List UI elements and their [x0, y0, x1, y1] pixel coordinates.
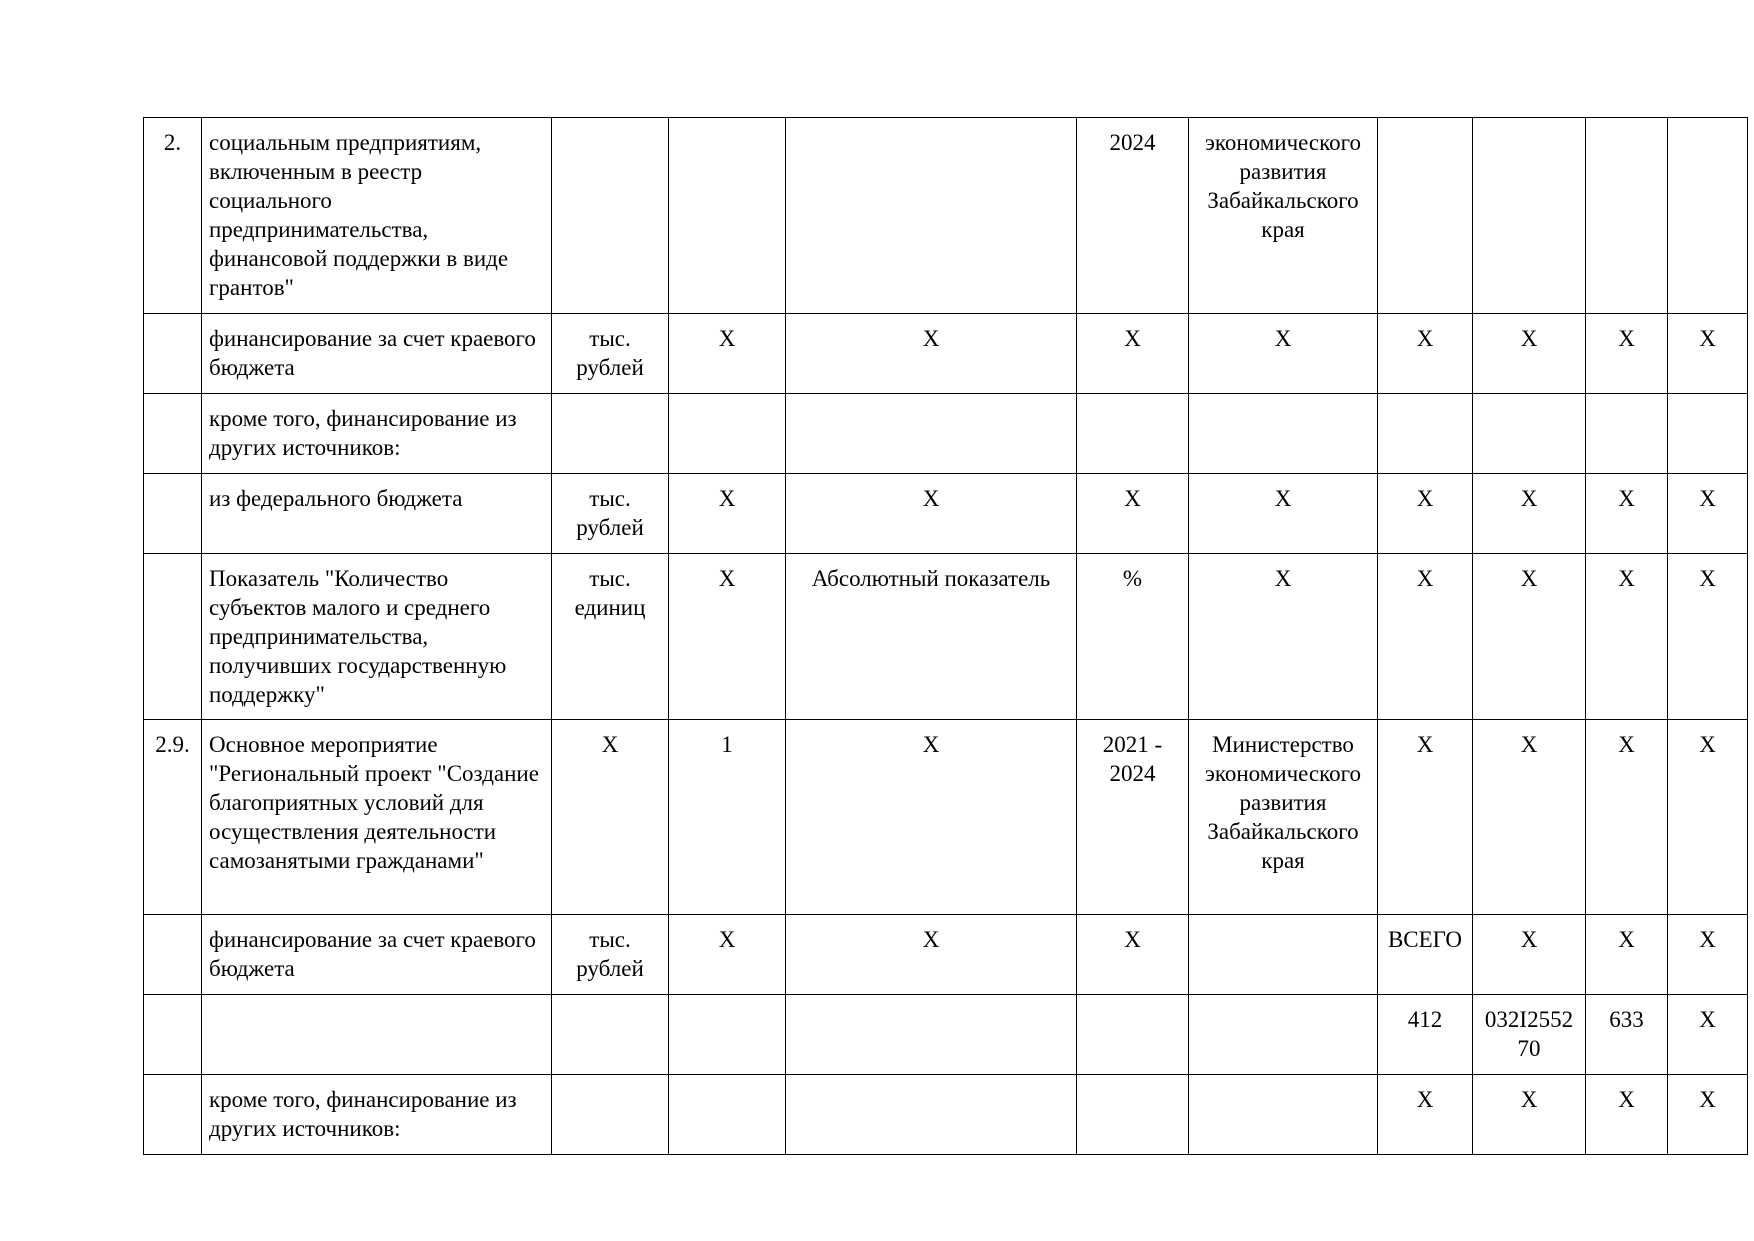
unit-cell: тыс. рублей	[552, 474, 669, 554]
table-cell: X	[1668, 1075, 1748, 1155]
table-cell: X	[669, 915, 786, 995]
table-cell: X	[1586, 474, 1668, 554]
table-cell: X	[1586, 1075, 1668, 1155]
table-cell	[786, 995, 1077, 1075]
indicator-description: Показатель "Количество субъектов малого и среднего предпринимательства, получивших государственную поддержку"	[202, 554, 552, 720]
unit-cell: X	[552, 720, 669, 915]
executor-cell	[1189, 1075, 1378, 1155]
table-cell: X	[669, 474, 786, 554]
table-cell: X	[669, 554, 786, 720]
row-number	[144, 394, 202, 474]
table-cell: X	[786, 915, 1077, 995]
executor-cell	[1189, 394, 1378, 474]
unit-cell: тыс. рублей	[552, 314, 669, 394]
budget-code-cell: 633	[1586, 995, 1668, 1075]
table-cell: X	[1586, 915, 1668, 995]
table-cell: X	[1378, 1075, 1473, 1155]
unit-cell: тыс. рублей	[552, 915, 669, 995]
table-row	[144, 474, 1748, 554]
program-table	[143, 117, 1748, 1155]
item-description: финансирование за счет краевого бюджета	[202, 915, 552, 995]
item-description: Основное мероприятие "Региональный проект "Создание благоприятных условий для осуществления деятельности самозанятыми гражданами"	[202, 720, 552, 915]
total-label: ВСЕГО	[1378, 915, 1473, 995]
table-cell: X	[1473, 720, 1586, 915]
row-number	[144, 915, 202, 995]
period-cell: X	[1077, 474, 1189, 554]
table-cell: X	[1586, 314, 1668, 394]
table-cell	[1668, 394, 1748, 474]
table-cell: X	[786, 314, 1077, 394]
row-number	[144, 995, 202, 1075]
table-cell: X	[669, 314, 786, 394]
row-number	[144, 1075, 202, 1155]
period-cell	[1077, 995, 1189, 1075]
table-cell	[1473, 394, 1586, 474]
table-cell	[786, 118, 1077, 314]
table-cell	[1668, 118, 1748, 314]
table-row	[144, 915, 1748, 995]
unit-cell	[552, 995, 669, 1075]
budget-code-cell: 032I2552 70	[1473, 995, 1586, 1075]
table-cell: 1	[669, 720, 786, 915]
row-number: 2.9.	[144, 720, 202, 915]
executor-cell: X	[1189, 474, 1378, 554]
table-cell	[669, 394, 786, 474]
item-description: кроме того, финансирование из других источников:	[202, 1075, 552, 1155]
table-cell	[1378, 394, 1473, 474]
table-cell: X	[1378, 554, 1473, 720]
row-number	[144, 474, 202, 554]
table-cell: X	[1668, 314, 1748, 394]
table-cell: X	[1473, 915, 1586, 995]
item-description: из федерального бюджета	[202, 474, 552, 554]
item-description: кроме того, финансирование из других источников:	[202, 394, 552, 474]
table-cell: X	[1378, 720, 1473, 915]
period-cell: X	[1077, 314, 1189, 394]
table-cell	[786, 1075, 1077, 1155]
table-cell	[1586, 118, 1668, 314]
table-cell	[786, 394, 1077, 474]
table-cell	[669, 995, 786, 1075]
table-cell: X	[1378, 474, 1473, 554]
row-number	[144, 554, 202, 720]
row-number: 2.	[144, 118, 202, 314]
table-cell	[1586, 394, 1668, 474]
table-cell: X	[1668, 554, 1748, 720]
table-cell: X	[1668, 720, 1748, 915]
table-cell	[1378, 118, 1473, 314]
executor-cell	[1189, 995, 1378, 1075]
table-cell: X	[1586, 554, 1668, 720]
item-description: финансирование за счет краевого бюджета	[202, 314, 552, 394]
period-cell: X	[1077, 915, 1189, 995]
unit-cell: тыс. единиц	[552, 554, 669, 720]
table-cell: X	[1668, 915, 1748, 995]
table-cell: X	[1473, 554, 1586, 720]
budget-code-cell: 412	[1378, 995, 1473, 1075]
table-cell: X	[1473, 474, 1586, 554]
table-row	[144, 394, 1748, 474]
executor-cell: экономического развития Забайкальского края	[1189, 118, 1378, 314]
table-cell: X	[786, 720, 1077, 915]
table-cell: X	[786, 474, 1077, 554]
table-cell: X	[1668, 474, 1748, 554]
unit-cell	[552, 394, 669, 474]
executor-cell	[1189, 915, 1378, 995]
executor-cell: X	[1189, 554, 1378, 720]
table-cell	[669, 118, 786, 314]
table-row	[144, 720, 1748, 915]
item-description: социальным предприятиям, включенным в реестр социального предпринимательства, финансовой поддержки в виде грантов"	[202, 118, 552, 314]
table-cell: X	[1473, 314, 1586, 394]
item-description	[202, 995, 552, 1075]
table-cell	[669, 1075, 786, 1155]
table-row	[144, 1075, 1748, 1155]
unit-cell	[552, 118, 669, 314]
period-cell: 2021 - 2024	[1077, 720, 1189, 915]
unit-cell	[552, 1075, 669, 1155]
table-cell	[1473, 118, 1586, 314]
period-cell: %	[1077, 554, 1189, 720]
executor-cell: Министерство экономического развития Забайкальского края	[1189, 720, 1378, 915]
row-number	[144, 314, 202, 394]
table-cell: X	[1668, 995, 1748, 1075]
table-row	[144, 554, 1748, 720]
period-cell: 2024	[1077, 118, 1189, 314]
table-cell: X	[1586, 720, 1668, 915]
period-cell	[1077, 394, 1189, 474]
table-cell: X	[1473, 1075, 1586, 1155]
period-cell	[1077, 1075, 1189, 1155]
table-cell: X	[1378, 314, 1473, 394]
executor-cell: X	[1189, 314, 1378, 394]
table-row	[144, 995, 1748, 1075]
table-row	[144, 314, 1748, 394]
table-cell: Абсолютный показатель	[786, 554, 1077, 720]
table-row	[144, 118, 1748, 314]
